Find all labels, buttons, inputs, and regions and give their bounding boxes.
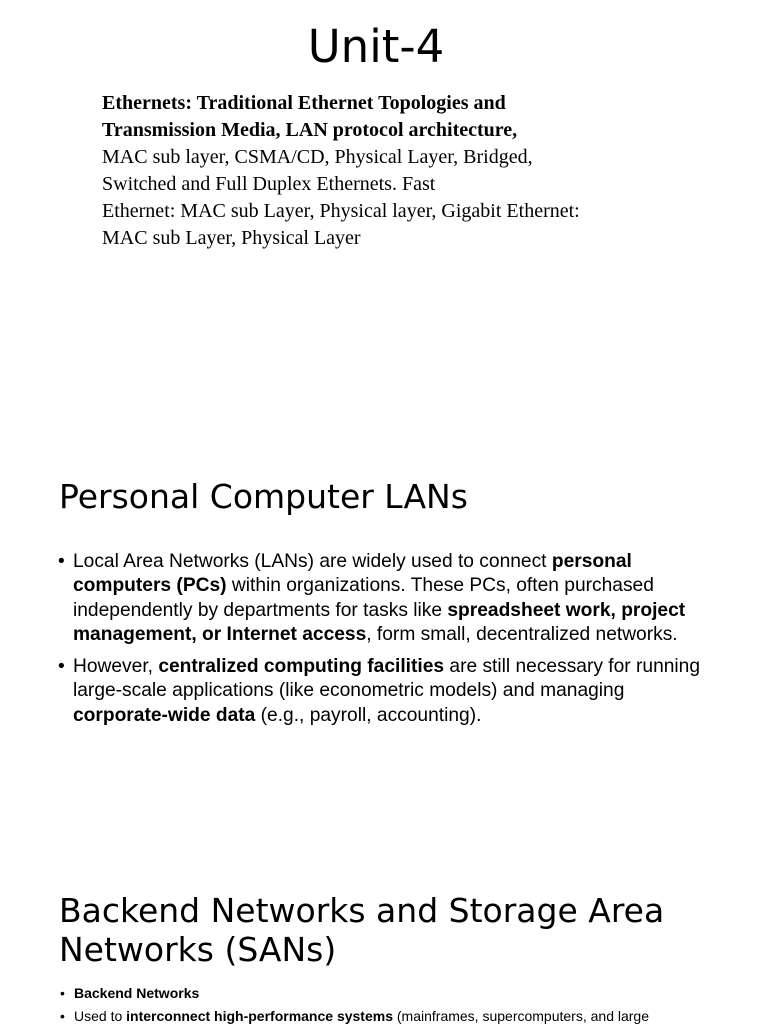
bullet-item — [60, 982, 760, 1005]
bullet-text: Local Area Networks (LANs) are widely used to connect — [73, 551, 552, 572]
syllabus-line: Ethernet: MAC sub Layer, Physical layer, Gigabit Ethernet: — [102, 200, 580, 222]
bullet-emphasis: spreadsheet work, project management, or Internet access — [73, 599, 686, 645]
slide-title: Backend Networks and Storage Area Networks (SANs) — [59, 891, 665, 969]
bullet-item — [58, 550, 708, 647]
bullet-emphasis: centralized computing facilities — [158, 656, 445, 678]
bullet-emphasis: interconnect high-performance systems — [126, 1008, 393, 1024]
bullet-text: However, — [73, 656, 159, 678]
syllabus-line: MAC sub layer, CSMA/CD, Physical Layer, Bridged, — [102, 146, 533, 168]
bullet-emphasis: Backend Networks — [74, 985, 200, 1001]
bullet-text: , form small, decentralized networks. — [366, 623, 678, 645]
syllabus-line: Switched and Full Duplex Ethernets. Fast — [102, 173, 436, 195]
bullet-list — [60, 982, 760, 1028]
bullet-emphasis: corporate-wide data — [73, 704, 256, 726]
slide-unit-4 — [0, 0, 768, 430]
bullet-text: (e.g., payroll, accounting). — [255, 704, 482, 726]
syllabus-line: Transmission Media, LAN protocol architecture, — [102, 119, 518, 141]
slide-title: Personal Computer LANs — [59, 477, 468, 516]
slide-backend-networks-sans — [0, 870, 768, 1024]
bullet-text: within organizations. These PCs, often purchased independently by departments for tasks like — [73, 575, 654, 621]
bullet-text: Used to — [74, 1008, 127, 1024]
bullet-item — [58, 655, 708, 728]
slide-title: Unit-4 — [307, 20, 445, 73]
bullet-list — [58, 550, 708, 736]
syllabus-line: MAC sub Layer, Physical Layer — [102, 227, 361, 249]
bullet-text: (mainframes, supercomputers, and large — [393, 1008, 649, 1024]
bullet-emphasis: personal computers (PCs) — [73, 551, 632, 597]
bullet-text: are still necessary for running large-scale applications (like econometric models) and managing — [73, 656, 701, 702]
slide-personal-computer-lans — [0, 430, 768, 870]
unit-syllabus-text — [102, 90, 662, 252]
syllabus-line: Ethernets: Traditional Ethernet Topologies and — [102, 92, 506, 114]
bullet-item — [60, 1005, 760, 1028]
